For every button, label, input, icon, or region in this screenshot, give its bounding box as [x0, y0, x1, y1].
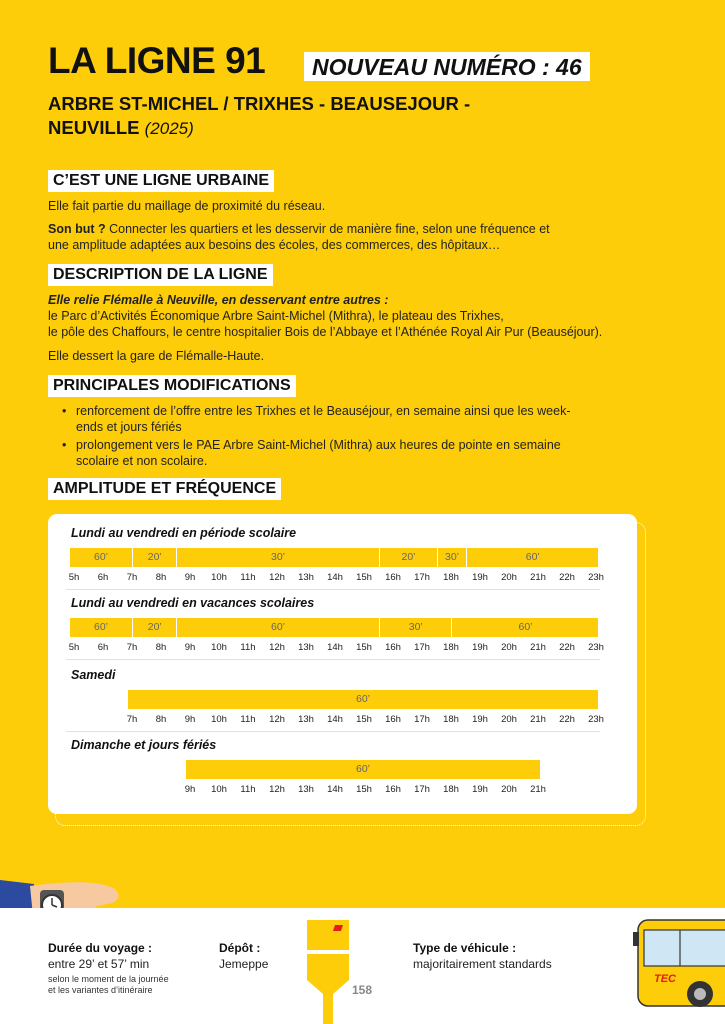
frequency-bar	[128, 690, 598, 709]
hour-tick-label: 21h	[530, 784, 546, 795]
frequency-segment: 60’	[93, 621, 108, 633]
frequency-segment: 60’	[355, 763, 370, 775]
hour-tick-label: 19h	[472, 572, 488, 583]
frequency-segment: 20’	[379, 548, 438, 567]
heading-urban-line: C’EST UNE LIGNE URBAINE	[48, 170, 274, 192]
hour-tick-label: 16h	[385, 642, 401, 653]
modifications-list	[62, 403, 582, 471]
page-title: LA LIGNE 91	[48, 40, 266, 81]
goal-text-1: Connecter les quartiers et les desservir de manière fine, selon une fréquence et	[105, 222, 550, 236]
frequency-segment: 30’	[437, 548, 467, 567]
frequency-segment: 60’	[466, 548, 600, 567]
hour-tick-label: 13h	[298, 572, 314, 583]
hour-tick-label: 15h	[356, 714, 372, 725]
frequency-bar	[70, 548, 598, 567]
hour-tick-label: 10h	[211, 714, 227, 725]
hour-tick-label: 21h	[530, 714, 546, 725]
hour-tick-label: 19h	[472, 784, 488, 795]
hour-tick-label: 14h	[327, 784, 343, 795]
hour-tick-label: 10h	[211, 642, 227, 653]
duration-note-2: et les variantes d’itinéraire	[48, 985, 153, 995]
divider	[66, 659, 600, 660]
urban-text: Elle fait partie du maillage de proximité du réseau.	[48, 199, 326, 213]
frequency-bar	[186, 760, 540, 779]
hour-tick-label: 11h	[240, 642, 256, 653]
duration-note	[48, 974, 169, 996]
hour-tick-label: 6h	[97, 642, 109, 653]
description-intro: Elle relie Flémalle à Neuville, en desservant entre autres :	[48, 293, 389, 307]
hour-tick-label: 14h	[327, 642, 343, 653]
hour-tick-label: 14h	[327, 714, 343, 725]
hour-tick-label: 8h	[155, 572, 167, 583]
heading-frequency: AMPLITUDE ET FRÉQUENCE	[48, 478, 281, 500]
hour-tick-label: 17h	[414, 572, 430, 583]
hour-tick-label: 7h	[126, 642, 138, 653]
frequency-segment: 60’	[451, 618, 599, 637]
hour-tick-label: 17h	[414, 784, 430, 795]
schedule-title: Samedi	[71, 668, 116, 682]
bus-icon	[630, 918, 725, 1012]
hour-tick-label: 13h	[298, 642, 314, 653]
route-end: NEUVILLE	[48, 117, 140, 138]
hour-tick-label: 11h	[240, 784, 256, 795]
hour-tick-label: 22h	[559, 572, 575, 583]
hour-tick-label: 23h	[588, 714, 604, 725]
duration-value: entre 29’ et 57’ min	[48, 957, 150, 971]
hour-tick-label: 21h	[530, 642, 546, 653]
goal-label: Son but ?	[48, 222, 106, 236]
hour-tick-label: 19h	[472, 714, 488, 725]
hour-tick-label: 9h	[184, 714, 196, 725]
hour-tick-label: 15h	[356, 642, 372, 653]
hour-tick-label: 11h	[240, 714, 256, 725]
vehicle-value: majoritairement standards	[413, 957, 552, 971]
depot-label: Dépôt :	[219, 941, 261, 955]
divider	[66, 731, 600, 732]
hour-tick-label: 23h	[588, 572, 604, 583]
heading-description: DESCRIPTION DE LA LIGNE	[48, 264, 273, 286]
hour-tick-label: 21h	[530, 572, 546, 583]
description-line-1: le Parc d’Activités Économique Arbre Saint-Michel (Mithra), le plateau des Trixhes,	[48, 309, 504, 323]
frequency-segment: 60’	[93, 551, 108, 563]
page-number: 158	[352, 983, 373, 997]
duration-note-1: selon le moment de la journée	[48, 974, 169, 984]
hour-tick-label: 22h	[559, 642, 575, 653]
list-item: • prolongement vers le PAE Arbre Saint-Michel (Mithra) aux heures de pointe en semaine scolaire et non scolaire.	[62, 437, 582, 469]
hour-tick-label: 13h	[298, 714, 314, 725]
hour-tick-label: 12h	[269, 784, 285, 795]
station-text: Elle dessert la gare de Flémalle-Haute.	[48, 349, 265, 363]
hour-tick-label: 19h	[472, 642, 488, 653]
hour-tick-label: 18h	[443, 572, 459, 583]
goal-text	[48, 221, 648, 253]
route-year: (2025)	[144, 119, 194, 138]
hour-tick-label: 15h	[356, 784, 372, 795]
hour-tick-label: 5h	[68, 572, 80, 583]
hour-tick-label: 20h	[501, 714, 517, 725]
bus-brand: TEC	[654, 973, 676, 985]
hour-tick-label: 5h	[68, 642, 80, 653]
hour-tick-label: 10h	[211, 572, 227, 583]
hour-tick-label: 12h	[269, 714, 285, 725]
hour-tick-label: 6h	[97, 572, 109, 583]
hour-tick-label: 15h	[356, 572, 372, 583]
hour-tick-label: 9h	[184, 572, 196, 583]
hour-tick-label: 17h	[414, 714, 430, 725]
schedule-title: Dimanche et jours fériés	[71, 738, 217, 752]
hour-tick-label: 18h	[443, 642, 459, 653]
schedule-title: Lundi au vendredi en vacances scolaires	[71, 596, 315, 610]
description-text	[48, 292, 648, 340]
hour-tick-label: 18h	[443, 784, 459, 795]
divider	[66, 589, 600, 590]
frequency-segment: 20’	[132, 548, 177, 567]
hour-tick-label: 13h	[298, 784, 314, 795]
frequency-segment: 60’	[355, 693, 370, 705]
frequency-bar	[70, 618, 598, 637]
route-title	[48, 92, 568, 141]
frequency-segment: 60’	[176, 618, 380, 637]
list-item: • renforcement de l’offre entre les Trixhes et le Beauséjour, en semaine ainsi que les week-ends et jours fériés	[62, 403, 582, 435]
hour-tick-label: 8h	[155, 642, 167, 653]
duration-label: Durée du voyage :	[48, 941, 153, 955]
frequency-segment: 20’	[132, 618, 177, 637]
description-line-2: le pôle des Chaffours, le centre hospitalier Bois de l’Abbaye et l’Athénée Royal Air Pur (Beauséjour).	[48, 325, 603, 339]
bus-stop-icon	[303, 920, 353, 1024]
frequency-segment: 30’	[176, 548, 380, 567]
hour-tick-label: 16h	[385, 784, 401, 795]
schedule-title: Lundi au vendredi en période scolaire	[71, 526, 297, 540]
route-line-2	[48, 116, 568, 141]
depot-value: Jemeppe	[219, 957, 269, 971]
hour-tick-label: 9h	[184, 642, 196, 653]
hour-tick-label: 18h	[443, 714, 459, 725]
hour-tick-label: 12h	[269, 572, 285, 583]
hour-tick-label: 20h	[501, 642, 517, 653]
goal-text-2: une amplitude adaptées aux besoins des écoles, des commerces, des hôpitaux…	[48, 238, 501, 252]
hour-tick-label: 7h	[126, 714, 138, 725]
hour-tick-label: 12h	[269, 642, 285, 653]
hour-tick-label: 11h	[240, 572, 256, 583]
hour-tick-label: 22h	[559, 714, 575, 725]
hour-tick-label: 16h	[385, 714, 401, 725]
hour-tick-label: 16h	[385, 572, 401, 583]
hour-tick-label: 14h	[327, 572, 343, 583]
route-line-1: ARBRE ST-MICHEL / TRIXHES - BEAUSEJOUR -	[48, 93, 471, 114]
hour-tick-label: 20h	[501, 572, 517, 583]
hour-tick-label: 10h	[211, 784, 227, 795]
hour-tick-label: 23h	[588, 642, 604, 653]
hour-tick-label: 17h	[414, 642, 430, 653]
hour-tick-label: 20h	[501, 784, 517, 795]
hour-tick-label: 7h	[126, 572, 138, 583]
frequency-segment: 30’	[379, 618, 453, 637]
new-number-badge: NOUVEAU NUMÉRO : 46	[304, 52, 590, 81]
vehicle-label: Type de véhicule :	[413, 941, 517, 955]
heading-modifications: PRINCIPALES MODIFICATIONS	[48, 375, 296, 397]
hour-tick-label: 8h	[155, 714, 167, 725]
hour-tick-label: 9h	[184, 784, 196, 795]
